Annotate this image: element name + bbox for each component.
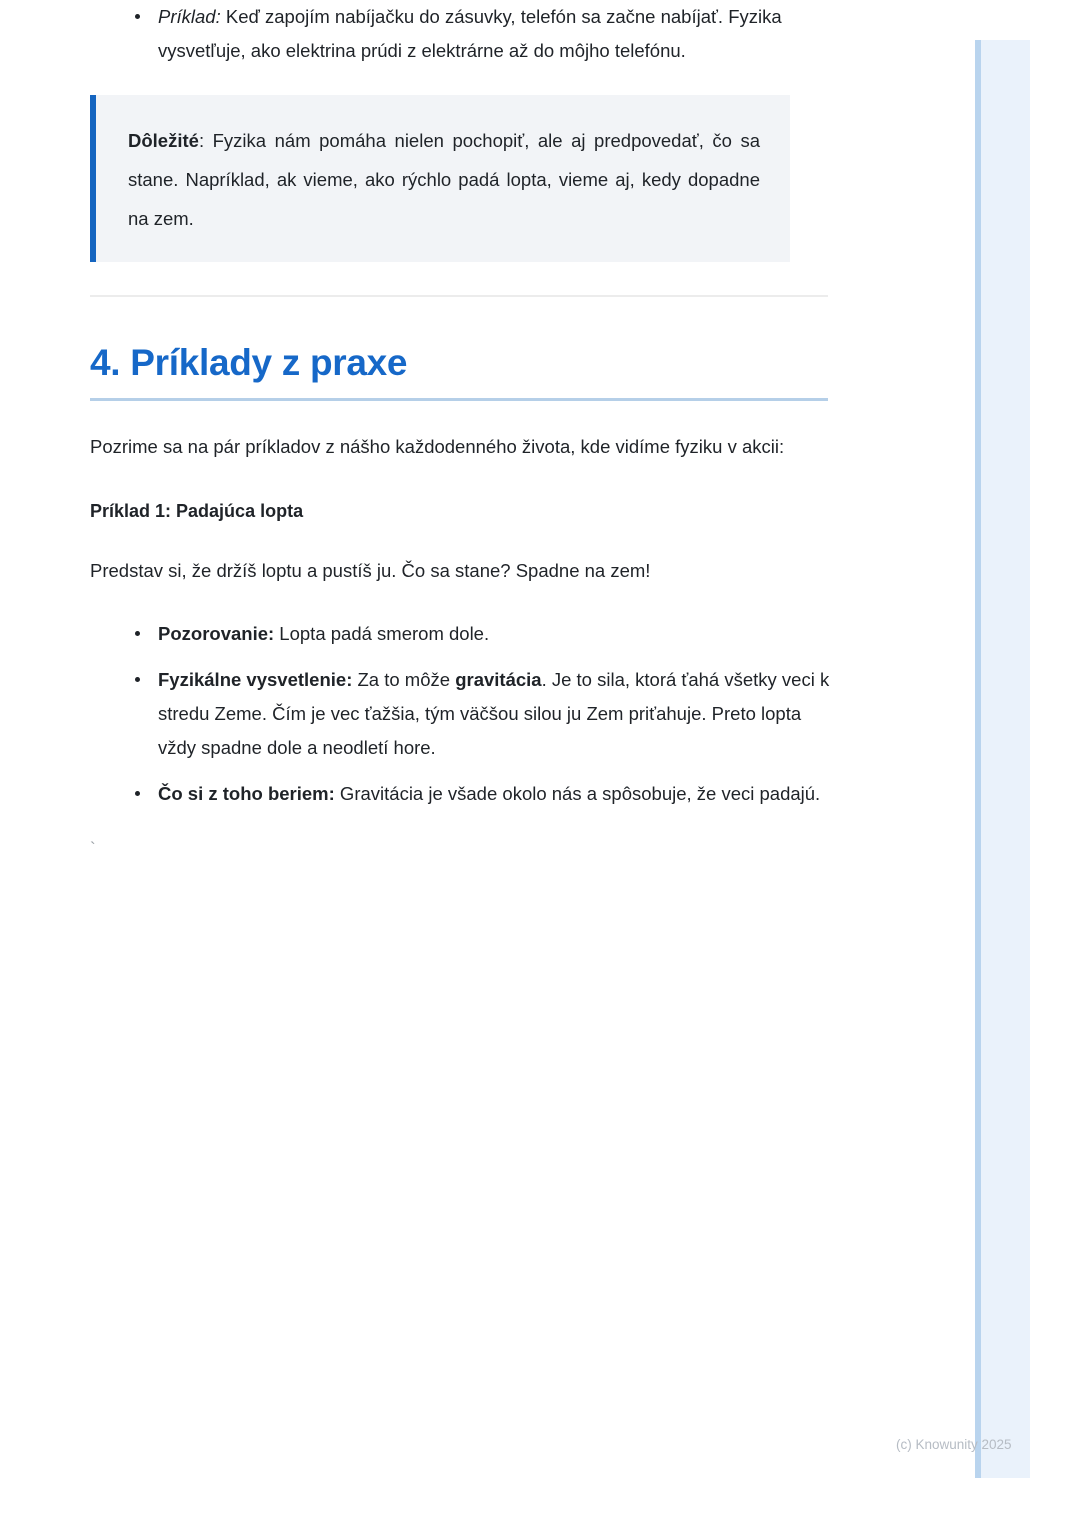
- bullet-lead-term: Pozorovanie:: [158, 623, 275, 644]
- footer-copyright: (c) Knowunity 2025: [896, 1437, 1012, 1452]
- section-title-underline: [90, 398, 828, 401]
- right-side-panel-accent-line: [975, 40, 981, 1478]
- bullet-body-text: Lopta padá smerom dole.: [274, 623, 490, 644]
- section-intro-paragraph: Pozrime sa na pár príkladov z nášho každodenného života, kde vidíme fyziku v akcii:: [90, 436, 785, 457]
- example-bullet-section: [90, 617, 830, 811]
- page-title: 4. Príklady z praxe: [90, 342, 408, 383]
- section-divider: [90, 295, 828, 297]
- example-heading: Príklad 1: Padajúca lopta: [90, 501, 304, 521]
- example-bullet-list: [90, 617, 830, 811]
- stray-backtick-mark: `: [90, 839, 96, 858]
- callout-paragraph: [128, 121, 760, 238]
- bullet-body-text: Keď zapojím nabíjačku do zásuvky, telefón sa začne nabíjať. Fyzika vysvetľuje, ako elektrina prúdi z elektrárne až do môjho telefónu.: [158, 6, 782, 61]
- bullet-emphasis-term: gravitácia: [455, 669, 542, 690]
- document-content: [90, 0, 830, 859]
- bullet-body-text-continued: . Je to sila, ktorá ťahá všetky veci k stredu Zeme. Čím je vec ťažšia, tým väčšou silou ju Zem priťahuje. Preto lopta vždy spadne dole a neodletí hore.: [158, 669, 830, 758]
- example-paragraph: Predstav si, že držíš loptu a pustíš ju. Čo sa stane? Spadne na zem!: [90, 560, 651, 581]
- list-item: [90, 777, 830, 811]
- callout-label: Dôležité: [128, 130, 199, 151]
- bullet-lead-term: Fyzikálne vysvetlenie:: [158, 669, 353, 690]
- right-side-panel: [975, 40, 1030, 1478]
- list-item: [90, 0, 830, 68]
- list-item: [90, 617, 830, 651]
- intro-bullet-list: [90, 0, 830, 68]
- callout-separator: :: [198, 130, 213, 151]
- bullet-lead-term: Príklad:: [158, 6, 221, 27]
- callout-text: Fyzika nám pomáha nielen pochopiť, ale aj predpovedať, čo sa stane. Napríklad, ak vieme, ako rýchlo padá lopta, vieme aj, kedy dopadne na zem.: [128, 130, 760, 229]
- list-item: [90, 663, 830, 765]
- bullet-body-text: Gravitácia je všade okolo nás a spôsobuje, že veci padajú.: [334, 783, 821, 804]
- important-callout: [90, 95, 790, 262]
- bullet-body-text: Za to môže: [352, 669, 456, 690]
- bullet-lead-term: Čo si z toho beriem:: [158, 783, 335, 804]
